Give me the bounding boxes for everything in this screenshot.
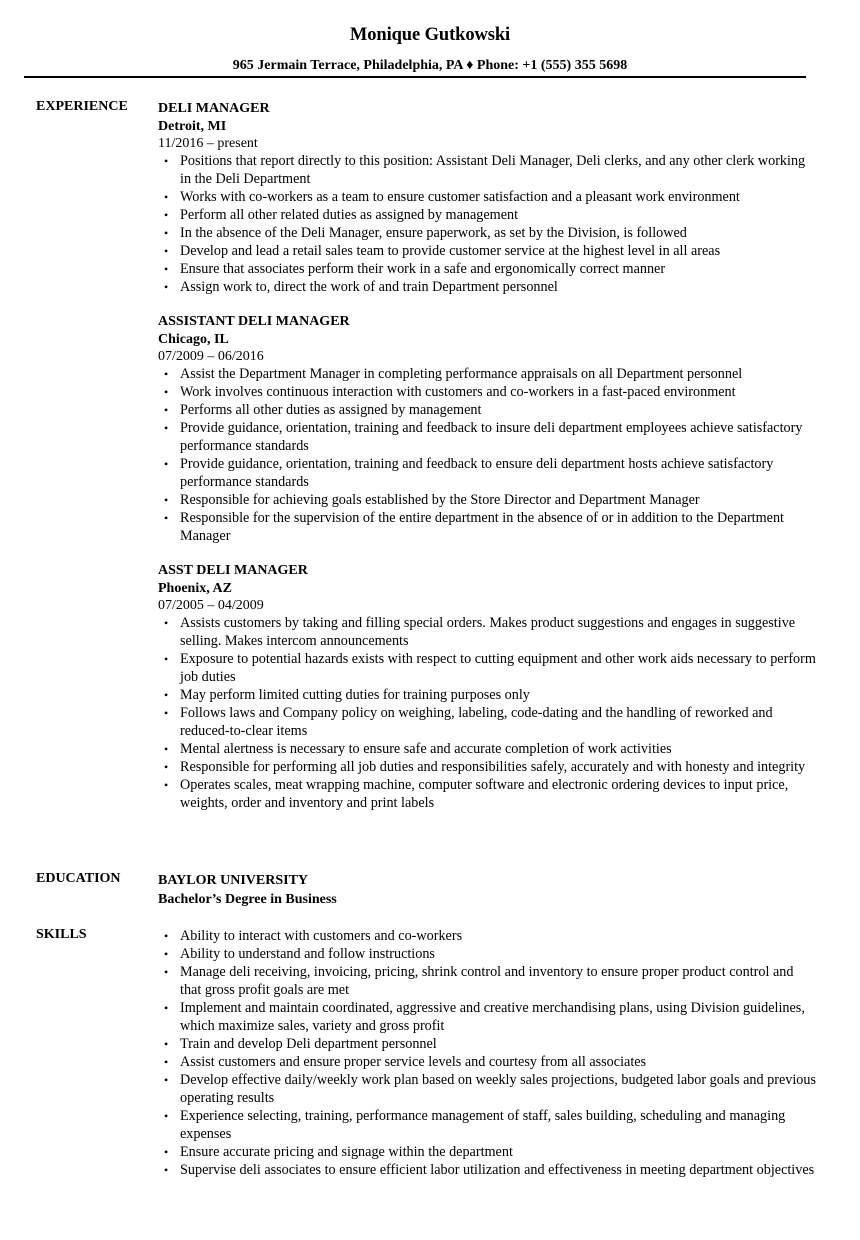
list-item: • Manage deli receiving, invoicing, pricing, shrink control and inventory to ensure proper product control and that gross profit goals are met bbox=[158, 963, 818, 999]
job-location: Detroit, MI bbox=[158, 119, 227, 134]
skills-list-wrap bbox=[158, 927, 818, 1179]
experience-jobs bbox=[158, 99, 818, 828]
list-item: • Develop and lead a retail sales team to provide customer service at the highest level in all areas bbox=[158, 242, 818, 260]
job-title: ASST DELI MANAGER bbox=[158, 563, 308, 578]
job-dates: 07/2005 – 04/2009 bbox=[158, 598, 264, 613]
contact-line: 965 Jermain Terrace, Philadelphia, PA ♦ Phone: +1 (555) 355 5698 bbox=[232, 58, 628, 73]
list-item: • Develop effective daily/weekly work plan based on weekly sales projections, budgeted labor goals and previous operating results bbox=[158, 1071, 818, 1107]
list-item: • Performs all other duties as assigned by management bbox=[158, 401, 818, 419]
job-entry bbox=[158, 312, 818, 545]
list-item: • Train and develop Deli department personnel bbox=[158, 1035, 818, 1053]
list-item: • Implement and maintain coordinated, aggressive and creative merchandising plans, using Division guidelines, which maximize sales, variety and gross profit bbox=[158, 999, 818, 1035]
list-item: • Mental alertness is necessary to ensure safe and accurate completion of work activities bbox=[158, 740, 818, 758]
list-item: • Assist customers and ensure proper service levels and courtesy from all associates bbox=[158, 1053, 818, 1071]
job-dates: 07/2009 – 06/2016 bbox=[158, 349, 264, 364]
list-item: • Responsible for the supervision of the entire department in the absence of or in addition to the Department Manager bbox=[158, 509, 818, 545]
list-item: • In the absence of the Deli Manager, ensure paperwork, as set by the Division, is followed bbox=[158, 224, 818, 242]
job-bullets bbox=[158, 365, 818, 545]
job-title: ASSISTANT DELI MANAGER bbox=[158, 314, 350, 329]
resume-name: Monique Gutkowski bbox=[349, 25, 511, 45]
list-item: • Perform all other related duties as assigned by management bbox=[158, 206, 818, 224]
job-title: DELI MANAGER bbox=[158, 101, 270, 116]
list-item: • Ensure accurate pricing and signage within the department bbox=[158, 1143, 818, 1161]
list-item: • Provide guidance, orientation, training and feedback to insure deli department employees achieve satisfactory performance standards bbox=[158, 419, 818, 455]
section-label-education: EDUCATION bbox=[36, 871, 121, 886]
job-dates: 11/2016 – present bbox=[158, 136, 258, 151]
list-item: • Positions that report directly to this position: Assistant Deli Manager, Deli clerks, and any other clerk working in the Deli Department bbox=[158, 152, 818, 188]
list-item: • Work involves continuous interaction with customers and co-workers in a fast-paced environment bbox=[158, 383, 818, 401]
list-item: • Responsible for achieving goals established by the Store Director and Department Manager bbox=[158, 491, 818, 509]
section-label-experience: EXPERIENCE bbox=[36, 99, 128, 114]
list-item: • Follows laws and Company policy on weighing, labeling, code-dating and the handling of reworked and reduced-to-clear items bbox=[158, 704, 818, 740]
section-label-skills: SKILLS bbox=[36, 927, 87, 942]
education-entry bbox=[158, 871, 818, 909]
list-item: • Ability to interact with customers and co-workers bbox=[158, 927, 818, 945]
job-entry bbox=[158, 99, 818, 296]
skills-list bbox=[158, 927, 818, 1179]
list-item: • Provide guidance, orientation, training and feedback to ensure deli department hosts achieve satisfactory performance standards bbox=[158, 455, 818, 491]
list-item: • Supervise deli associates to ensure efficient labor utilization and effectiveness in meeting department objectives bbox=[158, 1161, 818, 1179]
list-item: • Ability to understand and follow instructions bbox=[158, 945, 818, 963]
job-entry bbox=[158, 561, 818, 812]
school-name: BAYLOR UNIVERSITY bbox=[158, 873, 309, 888]
list-item: • Assign work to, direct the work of and train Department personnel bbox=[158, 278, 818, 296]
degree: Bachelor’s Degree in Business bbox=[158, 892, 337, 907]
list-item: • Assists customers by taking and filling special orders. Makes product suggestions and engages in suggestive selling. Makes intercom announcements bbox=[158, 614, 818, 650]
job-location: Phoenix, AZ bbox=[158, 581, 232, 596]
header-divider bbox=[24, 76, 806, 78]
job-bullets bbox=[158, 152, 818, 296]
list-item: • Assist the Department Manager in completing performance appraisals on all Department personnel bbox=[158, 365, 818, 383]
list-item: • Experience selecting, training, performance management of staff, sales building, scheduling and managing expenses bbox=[158, 1107, 818, 1143]
list-item: • Operates scales, meat wrapping machine, computer software and electronic ordering devices to input price, weights, order and inventory and print labels bbox=[158, 776, 818, 812]
list-item: • Responsible for performing all job duties and responsibilities safely, accurately and with honesty and integrity bbox=[158, 758, 818, 776]
list-item: • May perform limited cutting duties for training purposes only bbox=[158, 686, 818, 704]
job-location: Chicago, IL bbox=[158, 332, 229, 347]
list-item: • Works with co-workers as a team to ensure customer satisfaction and a pleasant work environment bbox=[158, 188, 818, 206]
list-item: • Ensure that associates perform their work in a safe and ergonomically correct manner bbox=[158, 260, 818, 278]
job-bullets bbox=[158, 614, 818, 812]
list-item: • Exposure to potential hazards exists with respect to cutting equipment and other work aids necessary to perform job duties bbox=[158, 650, 818, 686]
